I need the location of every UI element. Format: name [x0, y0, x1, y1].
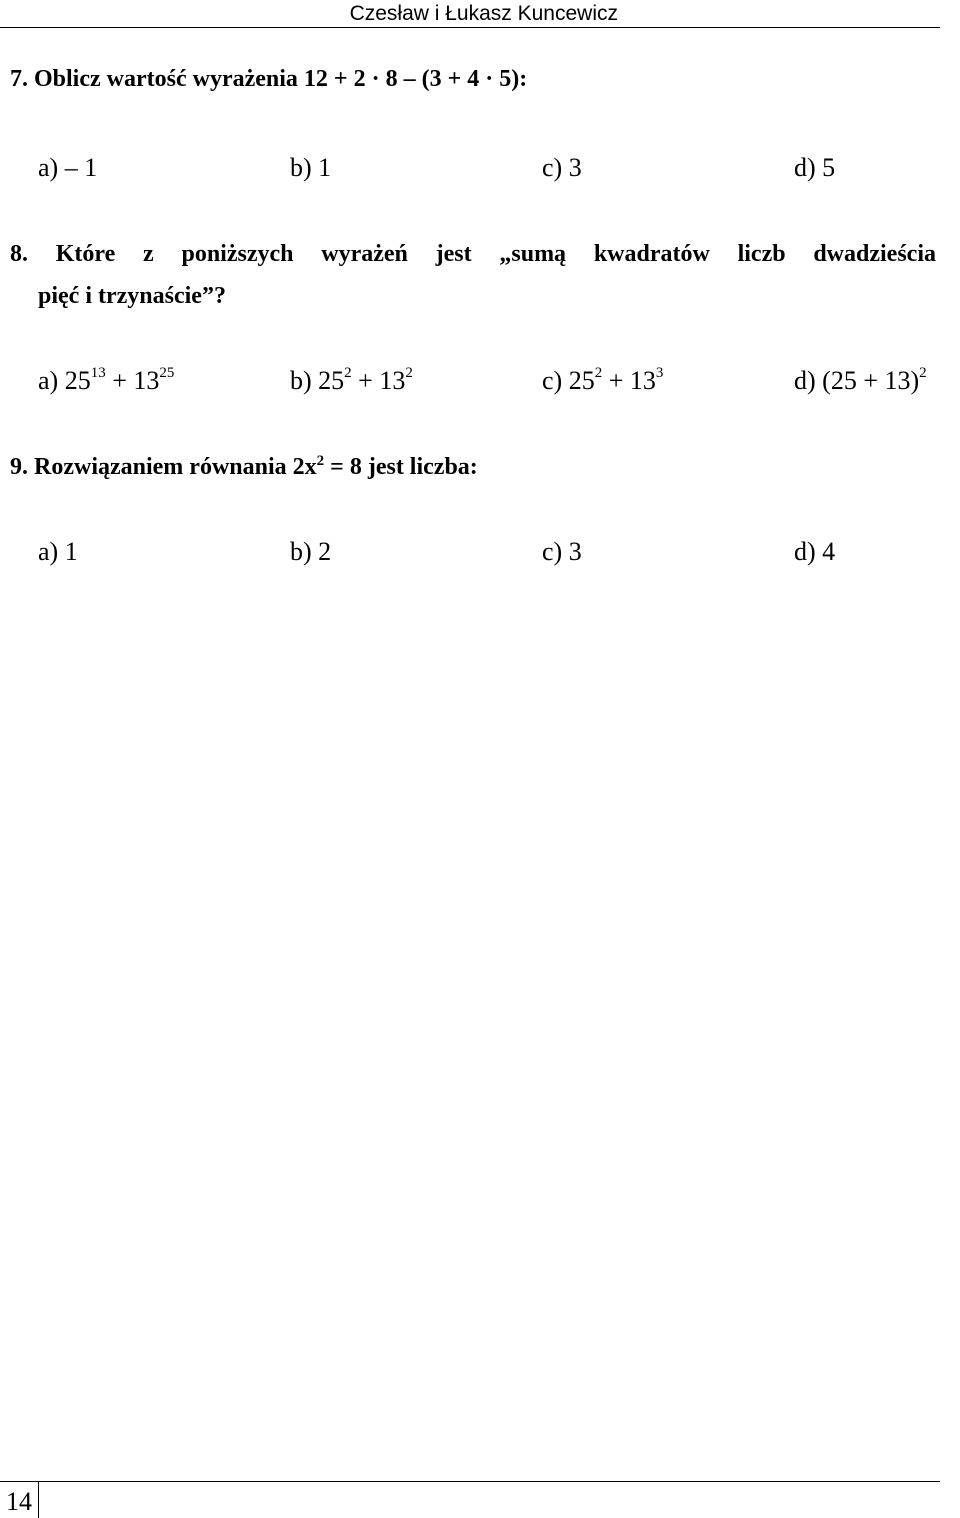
- question-9-option-d: d) 4: [794, 537, 836, 566]
- question-8-option-a: a) $25^{13} + 13^{25}$: [38, 365, 175, 395]
- header-author: Czesław i Łukasz Kuncewicz: [349, 2, 618, 25]
- question-9-title: [10, 453, 478, 481]
- question-9-text: Rozwiązaniem równania $2x^2 = 8$ jest liczba:: [34, 453, 478, 480]
- header-rule: [0, 27, 940, 28]
- question-8-option-b: b) $25^2 + 13^2$: [290, 365, 413, 395]
- question-8-title-line-1: [10, 241, 936, 268]
- question-9-option-b: b) 2: [290, 537, 332, 566]
- question-8-text-line-2: pięć i trzynaście”?: [38, 283, 226, 309]
- page-number: 14: [6, 1487, 32, 1516]
- question-8-text-line-1: Które z poniższych wyrażeń jest „sumą kwadratów liczb dwadzieścia: [55, 241, 936, 267]
- question-8-number: 8.: [10, 241, 28, 267]
- question-7-option-d: d) 5: [794, 153, 836, 182]
- footer-divider: [38, 1481, 39, 1518]
- question-7-title: [10, 66, 527, 93]
- question-7-option-b: b) 1: [290, 153, 332, 182]
- question-9-number: 9.: [10, 454, 28, 480]
- question-7-number: 7.: [10, 66, 28, 92]
- question-9-option-a: a) 1: [38, 537, 78, 566]
- question-7-text: Oblicz wartość wyrażenia 12 + 2 · 8 – (3 + 4 · 5):: [34, 66, 528, 92]
- question-8-option-d: d) $(25 + 13)^2$: [794, 365, 927, 395]
- question-7-option-c: c) 3: [542, 153, 582, 182]
- question-8-option-c: c) $25^2 + 13^3$: [542, 365, 664, 395]
- question-9-option-c: c) 3: [542, 537, 582, 566]
- footer-rule: [0, 1481, 940, 1482]
- question-7-option-a: a) – 1: [38, 153, 98, 182]
